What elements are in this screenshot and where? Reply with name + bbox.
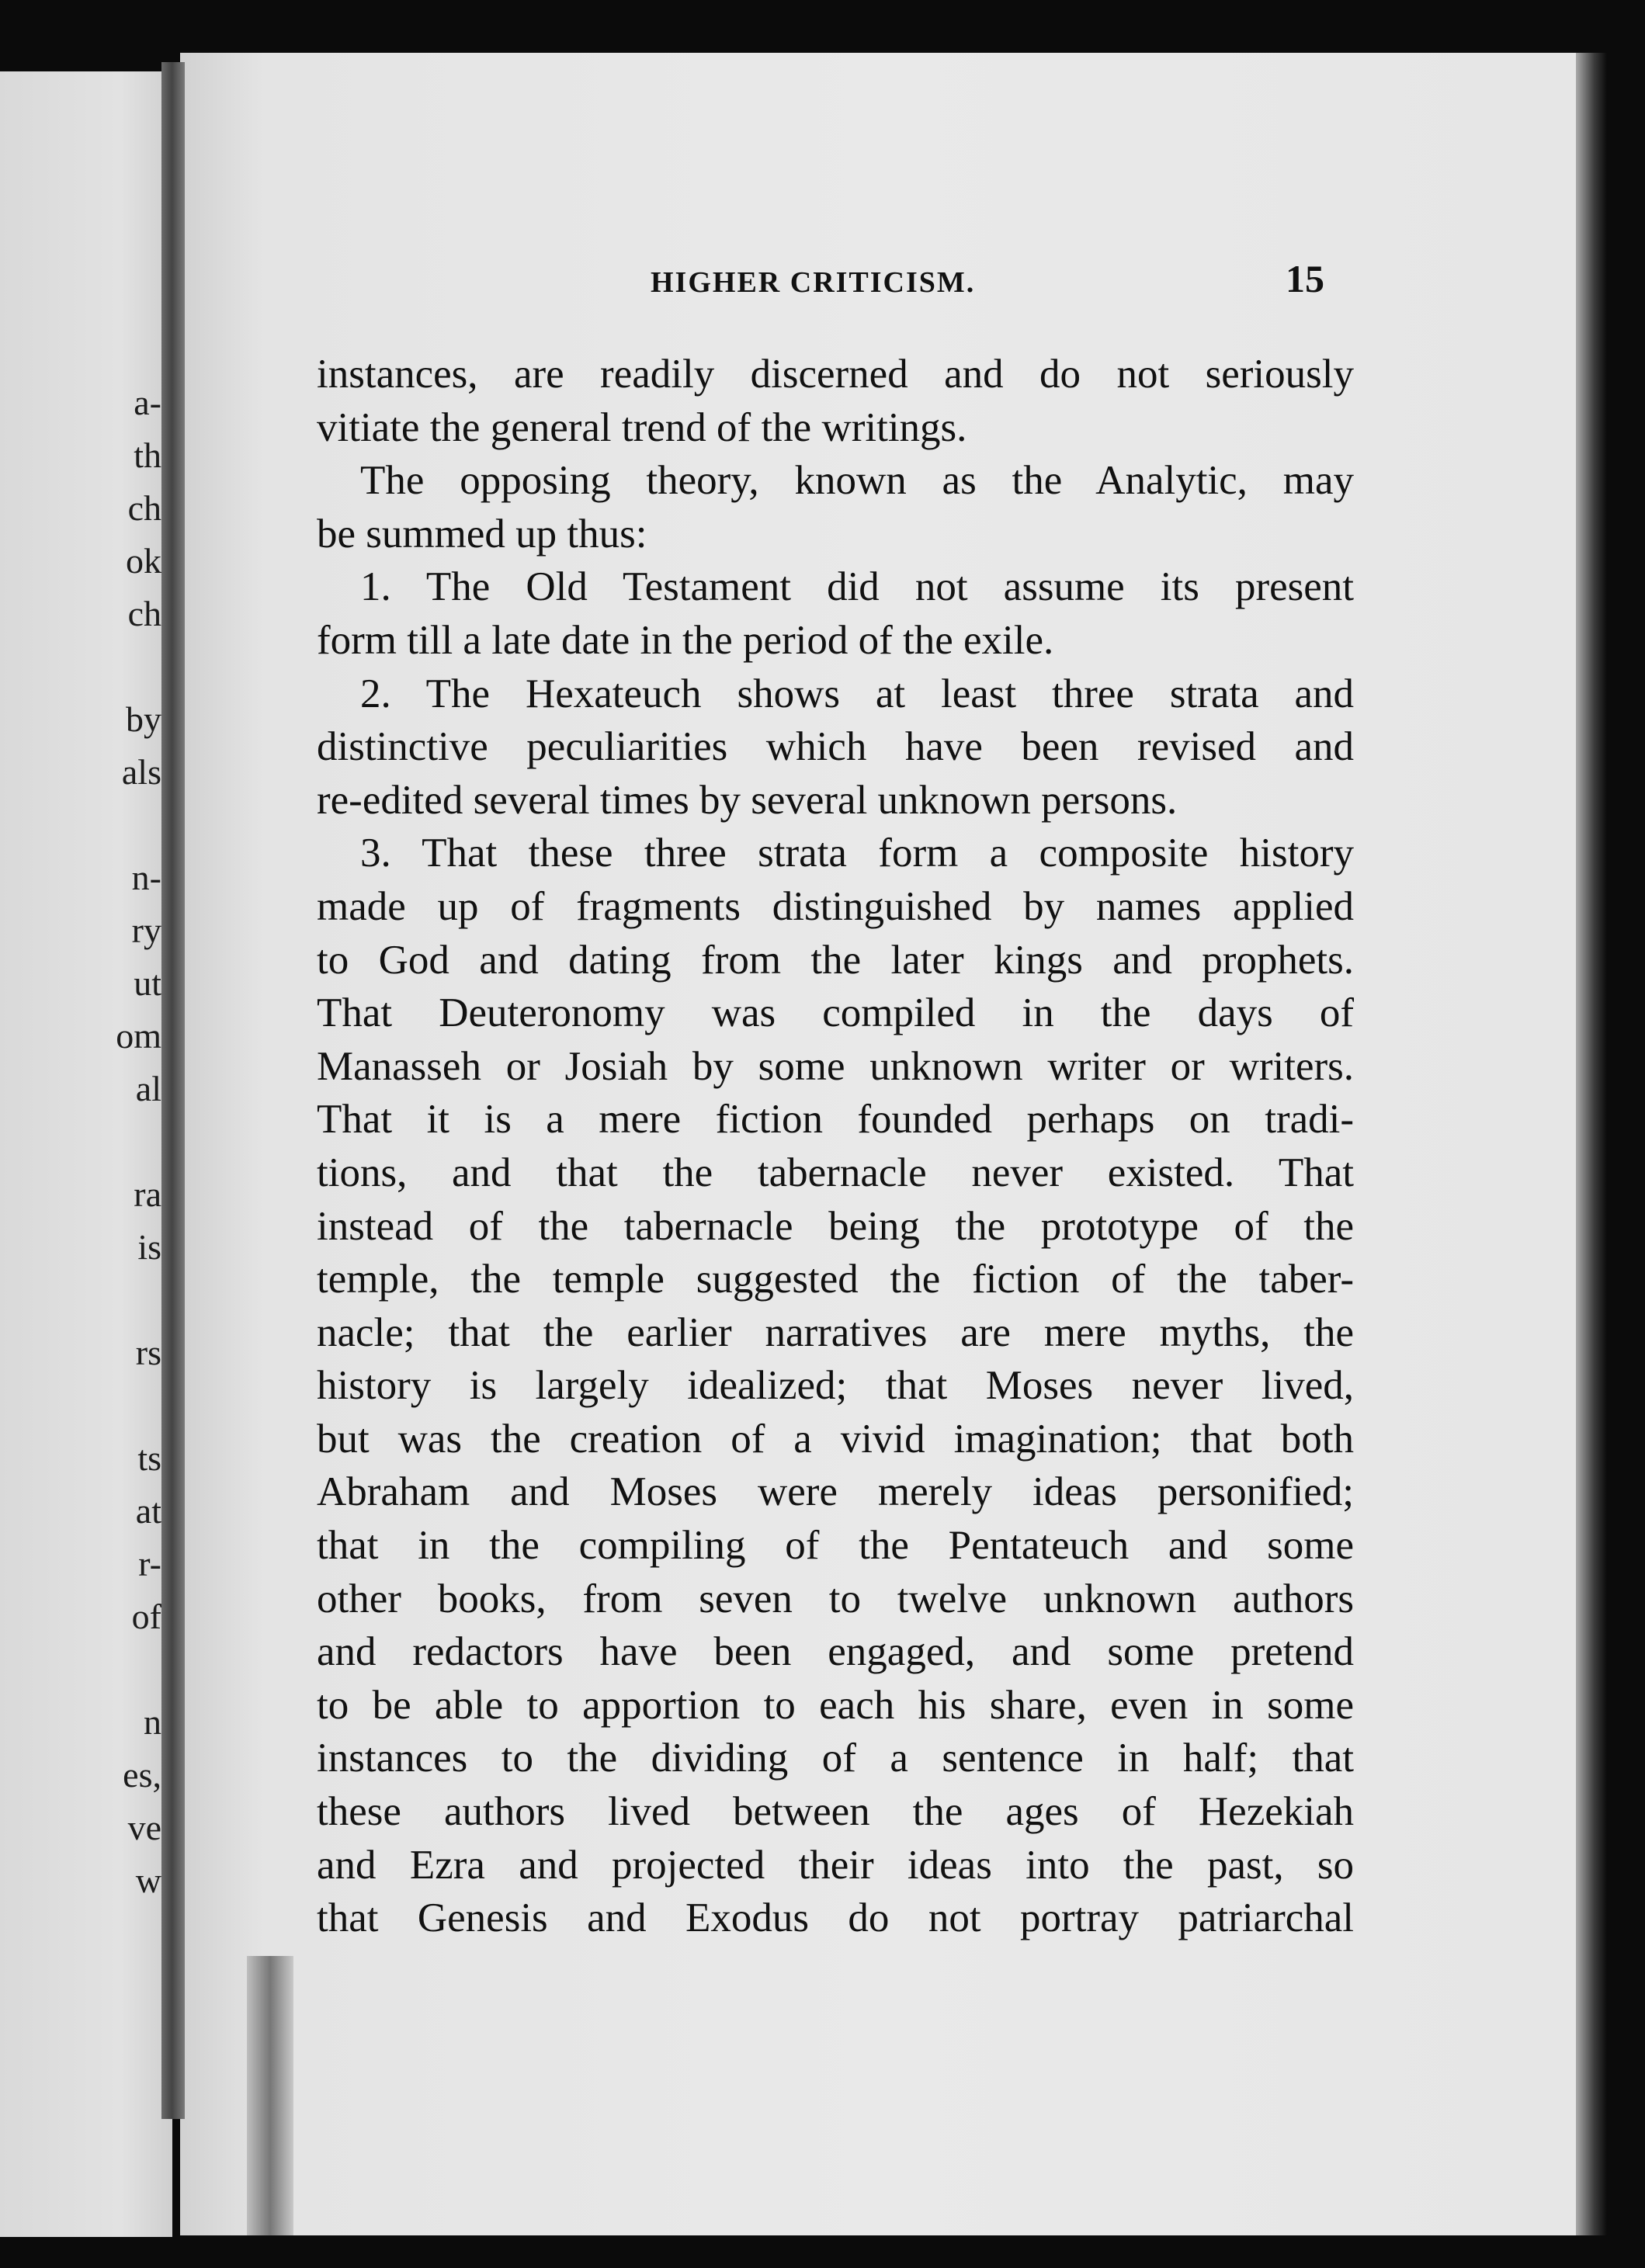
facing-fragment: by: [126, 699, 161, 739]
facing-page: [0, 71, 172, 2237]
text-line: vitiate the general trend of the writings.: [317, 404, 967, 450]
text-line: that Genesis and Exodus do not portray patriarchal: [317, 1895, 1354, 1941]
text-line: but was the creation of a vivid imagination; that both: [317, 1416, 1354, 1462]
facing-fragment: om: [116, 1016, 161, 1056]
text-line: That it is a mere fiction founded perhaps on tradi-: [317, 1097, 1354, 1143]
text-line: and redactors have been engaged, and some pretend: [317, 1629, 1354, 1675]
facing-fragment: ok: [126, 541, 161, 581]
book-gutter-shadow: [161, 62, 185, 2119]
text-line: distinctive peculiarities which have been revised and: [317, 724, 1354, 770]
text-line: re-edited several times by several unknown persons.: [317, 777, 1178, 823]
text-line: tions, and that the tabernacle never existed. That: [317, 1150, 1354, 1195]
page-curl-shadow: [247, 1956, 293, 2235]
facing-fragment: n-: [131, 858, 161, 897]
text-line: instances, are readily discerned and do not seriously: [317, 352, 1354, 397]
text-line: nacle; that the earlier narratives are mere myths, the: [317, 1309, 1354, 1355]
text-line: history is largely idealized; that Moses never lived,: [317, 1363, 1354, 1409]
text-line: other books, from seven to twelve unknown authors: [317, 1576, 1354, 1621]
text-line: 3. That these three strata form a composite history: [360, 831, 1354, 876]
text-line: made up of fragments distinguished by names applied: [317, 883, 1354, 929]
page-edge-shadow: [1576, 53, 1607, 2235]
text-line: form till a late date in the period of the exile.: [317, 617, 1054, 663]
facing-fragment: es,: [123, 1755, 161, 1795]
text-line: That Deuteronomy was compiled in the days of: [317, 990, 1354, 1036]
text-line: Manasseh or Josiah by some unknown writer or writers.: [317, 1043, 1354, 1089]
text-line: 2. The Hexateuch shows at least three strata and: [360, 671, 1354, 716]
facing-fragment: ut: [134, 963, 161, 1003]
facing-fragment: r-: [138, 1544, 161, 1583]
facing-fragment: ve: [127, 1808, 161, 1847]
facing-fragment: ra: [134, 1174, 161, 1214]
text-line: and Ezra and projected their ideas into the past, so: [317, 1842, 1354, 1888]
text-line: 1. The Old Testament did not assume its present: [360, 564, 1354, 610]
facing-fragment: at: [135, 1491, 161, 1531]
facing-fragment: of: [131, 1597, 161, 1636]
facing-fragment: ry: [131, 910, 161, 950]
facing-fragment: th: [134, 435, 161, 475]
facing-fragment: ch: [127, 488, 161, 528]
facing-fragment: ts: [137, 1438, 161, 1478]
page-number: 15: [1286, 257, 1324, 300]
text-line: instances to the dividing of a sentence in half; that: [317, 1736, 1354, 1781]
facing-fragment: rs: [135, 1333, 161, 1372]
facing-fragment: is: [137, 1227, 161, 1267]
facing-fragment: ch: [127, 594, 161, 633]
body-text: [317, 348, 1354, 1945]
text-line: The opposing theory, known as the Analytic, may: [360, 458, 1354, 504]
facing-fragment: w: [135, 1861, 161, 1900]
facing-fragment: als: [121, 752, 161, 792]
text-line: instead of the tabernacle being the prototype of the: [317, 1203, 1354, 1249]
text-line: these authors lived between the ages of Hezekiah: [317, 1789, 1354, 1835]
text-line: to be able to apportion to each his share, even in some: [317, 1682, 1354, 1728]
facing-fragment: al: [135, 1069, 161, 1108]
facing-fragment: n: [144, 1702, 161, 1742]
text-line: be summed up thus:: [317, 511, 647, 557]
text-line: that in the compiling of the Pentateuch and some: [317, 1523, 1354, 1569]
text-line: Abraham and Moses were merely ideas personified;: [317, 1469, 1354, 1515]
text-line: temple, the temple suggested the fiction of the taber-: [317, 1257, 1354, 1302]
facing-page-text-fragments: [0, 71, 172, 2237]
facing-fragment: a-: [134, 383, 161, 422]
text-line: to God and dating from the later kings and prophets.: [317, 937, 1354, 983]
running-head: HIGHER CRITICISM.: [651, 266, 976, 299]
